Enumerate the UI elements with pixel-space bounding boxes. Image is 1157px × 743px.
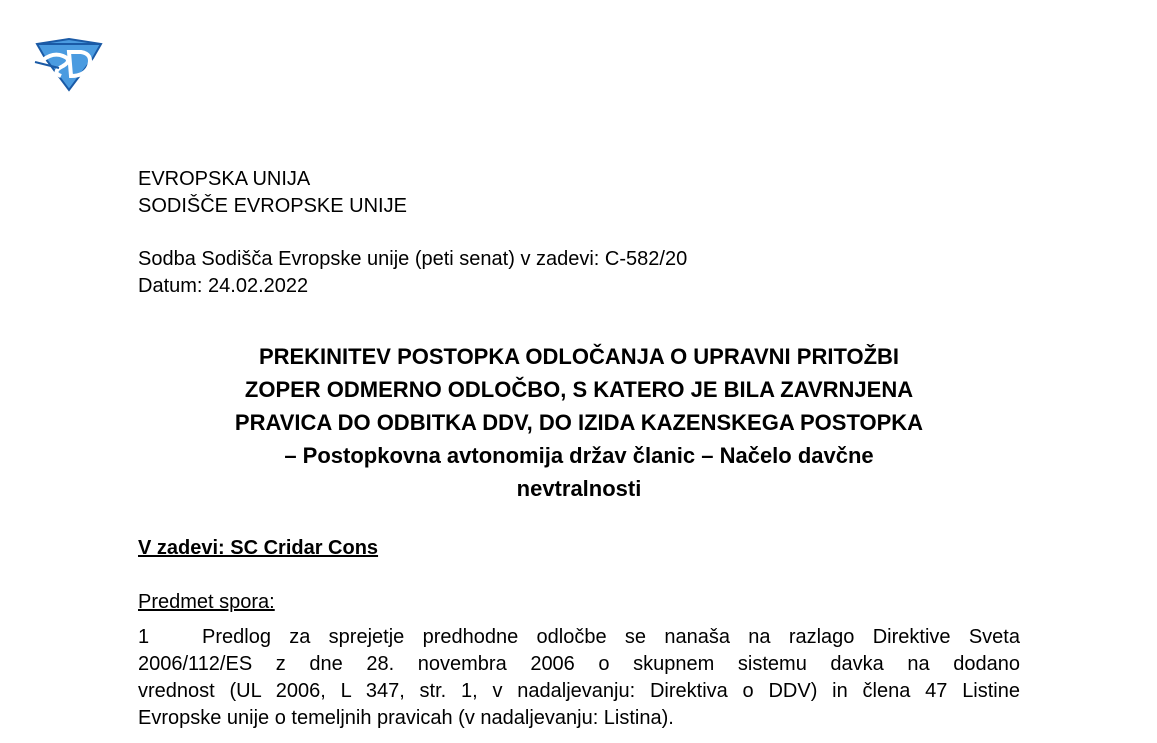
paragraph-line: 2006/112/ES z dne 28. novembra 2006 o skupnem sistemu davka na dodano <box>138 653 1020 675</box>
paragraph-line: vrednost (UL 2006, L 347, str. 1, v nadaljevanju: Direktiva o DDV) in člena 47 Listine <box>138 680 1020 702</box>
title-line: PREKINITEV POSTOPKA ODLOČANJA O UPRAVNI PRITOŽBI <box>258 344 900 369</box>
title-line: – Postopkovna avtonomija držav članic – Načelo davčne <box>284 443 874 468</box>
paragraph-1 <box>138 624 1020 732</box>
document-title <box>138 340 1020 505</box>
paragraph-line <box>138 624 1020 651</box>
subject-heading: V zadevi: SC Cridar Cons <box>138 537 379 559</box>
paragraph-line: Evropske unije o temeljnih pravicah (v nadaljevanju: Listina). <box>138 707 674 729</box>
case-reference: Sodba Sodišča Evropske unije (peti senat) v zadevi: C-582/20 <box>138 248 688 270</box>
paragraph-number: 1 <box>138 626 150 648</box>
title-line: PRAVICA DO ODBITKA DDV, DO IZIDA KAZENSKEGA POSTOPKA <box>234 410 924 435</box>
dispute-heading: Predmet spora: <box>138 591 275 613</box>
title-line: ZOPER ODMERNO ODLOČBO, S KATERO JE BILA ZAVRNJENA <box>244 377 914 402</box>
paragraph-text: Predlog za sprejetje predhodne odločbe se nanaša na razlago Direktive Sveta <box>202 626 1020 648</box>
court-logo-icon <box>33 38 105 92</box>
title-line: nevtralnosti <box>516 476 642 501</box>
header-court: SODIŠČE EVROPSKE UNIJE <box>138 195 407 217</box>
case-date: Datum: 24.02.2022 <box>138 275 309 297</box>
header-union: EVROPSKA UNIJA <box>138 168 311 190</box>
